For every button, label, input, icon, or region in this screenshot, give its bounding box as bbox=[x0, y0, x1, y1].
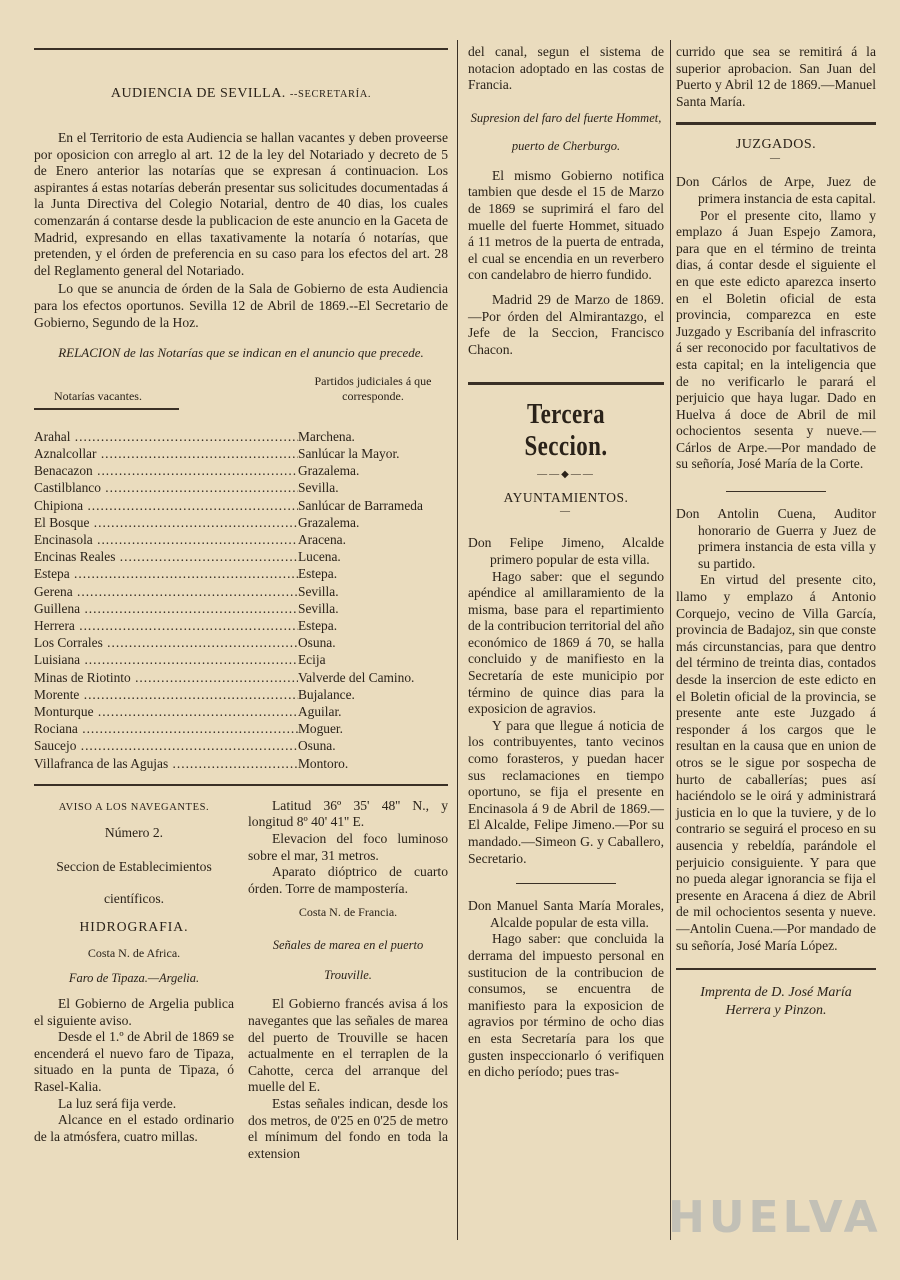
notaria-district: Grazalema. bbox=[298, 514, 360, 530]
cuena-paragraph: En virtud del presente cito, llamo y emplazo á Antonio Corquejo, vecino de Villa García, provincia de Badajoz, sin que conste más circunstancias, para que dentro del término de treinta dias, contados desde la insercion de este edicto en el Boletin oficial de la provincia, se presente ante este Juzgado á responder á los cargos que le resultan en la causa que en union de otros se le sigue por sospecha de hurto de caballerías; pues así haciéndolo se le oirá y administrará justicia en lo que la tuviere, y de lo contrario se seguirá el proceso en su ausencia y rebeldía, parándole el perjuicio consiguiente. Y para que no pueda alegar ignorancia se fija el presente en Aracena á diez de Abril de mil ochocientos sesenta y nueve.—Antolin Cuena.—Por mandado de su señoría, José María López. bbox=[676, 572, 876, 953]
column-rule-2 bbox=[670, 40, 671, 1240]
aviso-elevacion: Elevacion del foco luminoso sobre el mar, 31 metros. bbox=[248, 830, 448, 863]
notaria-district: Estepa. bbox=[298, 617, 338, 633]
notaria-town: Guillena ..... bbox=[34, 600, 298, 617]
notaria-row bbox=[34, 617, 448, 634]
notaria-town: Arahal ..... bbox=[34, 428, 298, 445]
arpe-paragraph: Por el presente cito, llamo y emplazo á Juan Espejo Zamora, para que en el término de treinta dias, á contar desde el siguiente el en que este edicto aparezca inserto en el Boletin oficial de esta provincia, comparezca en este Juzgado y Escribanía del infrascrito á ser reconocido por facultativos de esta capital; en la inteligencia que de no verificarlo le parará el perjuicio que haya lugar. Dado en Huelva á doce de Abril de mil ochocientos sesenta y nueve.—Cárlos de Arpe.—Por mandado de su señoría, José María de la Corte. bbox=[676, 207, 876, 472]
notaria-district: Marchena. bbox=[298, 428, 355, 444]
notaria-town: Aznalcollar ..... bbox=[34, 445, 298, 462]
notaria-town: Encinas Reales ..... bbox=[34, 548, 298, 565]
notaria-town: Morente ..... bbox=[34, 686, 298, 703]
audiencia-paragraph-2: Lo que se anuncia de órden de la Sala de Gobierno de esta Audiencia para los efectos oportunos. Sevilla 12 de Abril de 1869.--El Secretario de Gobierno, Segundo de la Hoz. bbox=[34, 281, 448, 330]
notaria-district: Aracena. bbox=[298, 531, 346, 547]
column-rule-1 bbox=[457, 40, 458, 1240]
notaria-row bbox=[34, 686, 448, 703]
notaria-row bbox=[34, 703, 448, 720]
notaria-district: Grazalema. bbox=[298, 463, 360, 479]
imprenta-credit: Imprenta de D. José María Herrera y Pinzon. bbox=[700, 985, 852, 1019]
notaria-town: Encinasola ..... bbox=[34, 531, 298, 548]
notaria-row bbox=[34, 497, 448, 514]
column-header-notarias: Notarías vacantes. bbox=[54, 388, 142, 403]
top-rule bbox=[34, 48, 448, 50]
notaria-district: Lucena. bbox=[298, 549, 341, 565]
audiencia-subtitle: --SECRETARÍA. bbox=[289, 89, 372, 100]
aviso-heading: AVISO A LOS NAVEGANTES. bbox=[58, 801, 210, 813]
notaria-row bbox=[34, 583, 448, 600]
notaria-district: Sanlúcar de Barrameda bbox=[298, 497, 423, 513]
cuena-heading: Don Antolin Cuena, Auditor honorario de Guerra y Juez de primera instancia de esta villa y su partido. bbox=[676, 506, 876, 571]
aviso-faro: Faro de Tipaza.—Argelia. bbox=[68, 970, 200, 985]
notaria-row bbox=[34, 445, 448, 462]
notarias-table-header bbox=[34, 374, 448, 404]
notaria-district: Osuna. bbox=[298, 635, 336, 651]
jimeno-heading: Don Felipe Jimeno, Alcalde primero popular de esta villa. bbox=[468, 535, 664, 567]
archive-watermark: HUELVA bbox=[668, 1192, 882, 1243]
juzgados-dash: — bbox=[770, 153, 782, 165]
aviso-trouville-1: El Gobierno francés avisa á los navegantes que las señales de marea del puerto de Trouville se hacen actualmente en el terraplen de la Cahotte, cerca del arranque del muelle del E. bbox=[248, 996, 448, 1095]
notaria-district: Sevilla. bbox=[298, 600, 339, 616]
aviso-costa: Costa N. de Africa. bbox=[87, 945, 181, 960]
notaria-row bbox=[34, 479, 448, 496]
notaria-row bbox=[34, 600, 448, 617]
supresion-title: Supresion del faro del fuerte Hommet, puerto de Cherburgo. bbox=[470, 110, 662, 153]
aviso-right bbox=[248, 798, 448, 1163]
notaria-district: Montoro. bbox=[298, 755, 349, 771]
notaria-district: Bujalance. bbox=[298, 686, 355, 702]
aviso-latitud: Latitud 36º 35' 48'' N., y longitud 8º 40' 41'' E. bbox=[248, 797, 448, 830]
aviso-trouville-2: Estas señales indican, desde los dos metros, de 0'25 en 0'25 de metro el mínimum del fondo en toda la extension bbox=[248, 1095, 448, 1161]
aviso-costa-francia: Costa N. de Francia. bbox=[298, 905, 398, 920]
audiencia-title: AUDIENCIA DE SEVILLA. bbox=[110, 86, 286, 101]
column-3 bbox=[676, 38, 876, 1020]
notaria-town: Estepa ..... bbox=[34, 565, 298, 582]
juzgados-top-rule bbox=[676, 122, 876, 125]
notaria-district: Moguer. bbox=[298, 721, 344, 737]
santa-maria-heading: Don Manuel Santa María Morales, Alcalde popular de esta villa. bbox=[468, 898, 664, 930]
audiencia-paragraph-1: En el Territorio de esta Audiencia se hallan vacantes y deben proveerse por oposicion con arreglo al art. 12 de la ley del Notariado y decreto de 5 de Enero anterior las notarías que se expresan á continuacion. Los aspirantes á estas notarías deberán presentar sus solicitudes documentadas á la Junta Directiva del Colegio Notarial, dentro de 40 dias, los cuales comenzarán á contarse desde la publicacion de este anuncio en la Gaceta de Madrid, expresando en ellas taxativamente la notaría ó notarías, que pretenden, y el órden de preferencia en su caso para los efectos del art. 28 del Reglamento general del Notariado. bbox=[34, 130, 448, 278]
aviso-seccion: Seccion de Establecimientos científicos. bbox=[56, 859, 212, 907]
column-header-partidos: Partidos judiciales á que corresponde. bbox=[314, 373, 432, 403]
aviso-paragraph-4: Alcance en el estado ordinario de la atmósfera, cuatro millas. bbox=[34, 1112, 234, 1144]
notaria-district: Sevilla. bbox=[298, 480, 339, 496]
notaria-row bbox=[34, 428, 448, 445]
tercera-top-rule bbox=[468, 382, 664, 385]
aviso-senales: Señales de marea en el puerto Trouville. bbox=[272, 938, 424, 983]
arpe-end-rule bbox=[726, 491, 826, 492]
notaria-town: Rociana ..... bbox=[34, 720, 298, 737]
notaria-town: Saucejo ..... bbox=[34, 737, 298, 754]
santa-maria-continuation: currido que sea se remitirá á la superior aprobacion. San Juan del Puerto y Abril 12 de 1869.—Manuel Santa María. bbox=[676, 44, 876, 109]
ornament-divider: ——◆—— bbox=[537, 469, 595, 481]
jimeno-paragraph-2: Y para que llegue á noticia de los contribuyentes, tanto vecinos como forasteros, y puedan hacer sus reclamaciones en tiempo oportuno, se fija el presente en Encinasola á 9 de Abril de 1869.—El Alcalde, Felipe Jimeno.—Por su mandado.—Simeon G. y Caballero, Secretario. bbox=[468, 717, 664, 866]
notaria-town: Luisiana ..... bbox=[34, 651, 298, 668]
supresion-paragraph-2: Madrid 29 de Marzo de 1869.—Por órden del Almirantazgo, el Jefe de la Seccion, Francisco Chacon. bbox=[468, 291, 664, 357]
imprenta-rule bbox=[676, 968, 876, 970]
notaria-row bbox=[34, 651, 448, 668]
notaria-district: Osuna. bbox=[298, 738, 336, 754]
canal-continuation: del canal, segun el sistema de notacion adoptado en las costas de Francia. bbox=[468, 44, 664, 93]
aviso-columns bbox=[34, 798, 448, 1163]
aviso-paragraph-2: Desde el 1.º de Abril de 1869 se encenderá el nuevo faro de Tipaza, situado en la punta de Tipaza, ó Rasel-Kalia. bbox=[34, 1029, 234, 1094]
aviso-hidrografia: HIDROGRAFIA. bbox=[79, 919, 189, 935]
notaria-row bbox=[34, 565, 448, 582]
notaria-district: Sanlúcar la Mayor. bbox=[298, 445, 400, 461]
notaria-row bbox=[34, 514, 448, 531]
notaria-town: Chipiona ..... bbox=[34, 497, 298, 514]
notaria-row bbox=[34, 548, 448, 565]
notaria-row bbox=[34, 462, 448, 479]
ayuntamientos-title: AYUNTAMIENTOS. bbox=[503, 490, 629, 506]
aviso-numero: Número 2. bbox=[104, 824, 164, 840]
notaria-town: Los Corrales ..... bbox=[34, 634, 298, 651]
notaria-row bbox=[34, 634, 448, 651]
notaria-town: Minas de Riotinto ..... bbox=[34, 669, 298, 686]
notaria-row bbox=[34, 669, 448, 686]
notaria-row bbox=[34, 737, 448, 754]
notaria-town: El Bosque ..... bbox=[34, 514, 298, 531]
arpe-heading: Don Cárlos de Arpe, Juez de primera instancia de esta capital. bbox=[676, 174, 876, 206]
notaria-district: Aguilar. bbox=[298, 703, 342, 719]
jimeno-paragraph-1: Hago saber: que el segundo apéndice al amillaramiento de la misma, base para el repartimiento de la contribucion territorial del año económico de 1869 á 70, se halla concluido y de manifiesto en la Secretaría de este municipio por término de quince dias para la exposicion de agravios. bbox=[468, 568, 664, 717]
notaria-district: Estepa. bbox=[298, 566, 338, 582]
notaria-row bbox=[34, 755, 448, 772]
table-header-rule bbox=[34, 408, 179, 410]
notaria-town: Herrera ..... bbox=[34, 617, 298, 634]
notaria-district: Ecija bbox=[298, 652, 326, 668]
notaria-row bbox=[34, 531, 448, 548]
notaria-town: Gerena ..... bbox=[34, 583, 298, 600]
short-dash: — bbox=[560, 506, 572, 518]
notaria-town: Villafranca de las Agujas ..... bbox=[34, 755, 298, 772]
supresion-paragraph-1: El mismo Gobierno notifica tambien que desde el 15 de Marzo de 1869 se suprimirá el faro del muelle del fuerte Hommet, situado á 11 metros de la puerta de entrada, el cual se encendia en un reverbero con candelabro de hierro fundido. bbox=[468, 167, 664, 283]
santa-maria-paragraph: Hago saber: que concluida la derrama del impuesto personal en sustitucion de la contribucion de consumos, se encuentra de manifiesto para la exposicion de agravios por término de ocho dias en esta Secretaría para los que gusten inspeccionarlo ó verifiquen en dicho período; pues tras- bbox=[468, 931, 664, 1080]
notaria-town: Castilblanco ..... bbox=[34, 479, 298, 496]
notaria-row bbox=[34, 720, 448, 737]
notarias-table bbox=[34, 428, 448, 772]
tercera-seccion-title: Tercera Seccion. bbox=[524, 399, 608, 463]
notaria-district: Valverde del Camino. bbox=[298, 669, 415, 685]
aviso-aparato: Aparato dióptrico de cuarto órden. Torre de mampostería. bbox=[248, 864, 448, 896]
jimeno-end-rule bbox=[516, 883, 616, 884]
relacion-title: RELACION de las Notarías que se indican en el anuncio que precede. bbox=[58, 345, 424, 361]
column-1 bbox=[34, 38, 448, 1162]
notaria-town: Benacazon ..... bbox=[34, 462, 298, 479]
column-2 bbox=[468, 38, 664, 1081]
section-rule bbox=[34, 784, 448, 786]
audiencia-heading bbox=[34, 86, 448, 102]
notaria-district: Sevilla. bbox=[298, 583, 339, 599]
notaria-town: Monturque ..... bbox=[34, 703, 298, 720]
juzgados-title: JUZGADOS. bbox=[735, 137, 817, 153]
aviso-paragraph-3: La luz será fija verde. bbox=[58, 1095, 177, 1111]
aviso-paragraph-1: El Gobierno de Argelia publica el siguiente aviso. bbox=[34, 995, 234, 1028]
aviso-left bbox=[34, 798, 234, 1163]
